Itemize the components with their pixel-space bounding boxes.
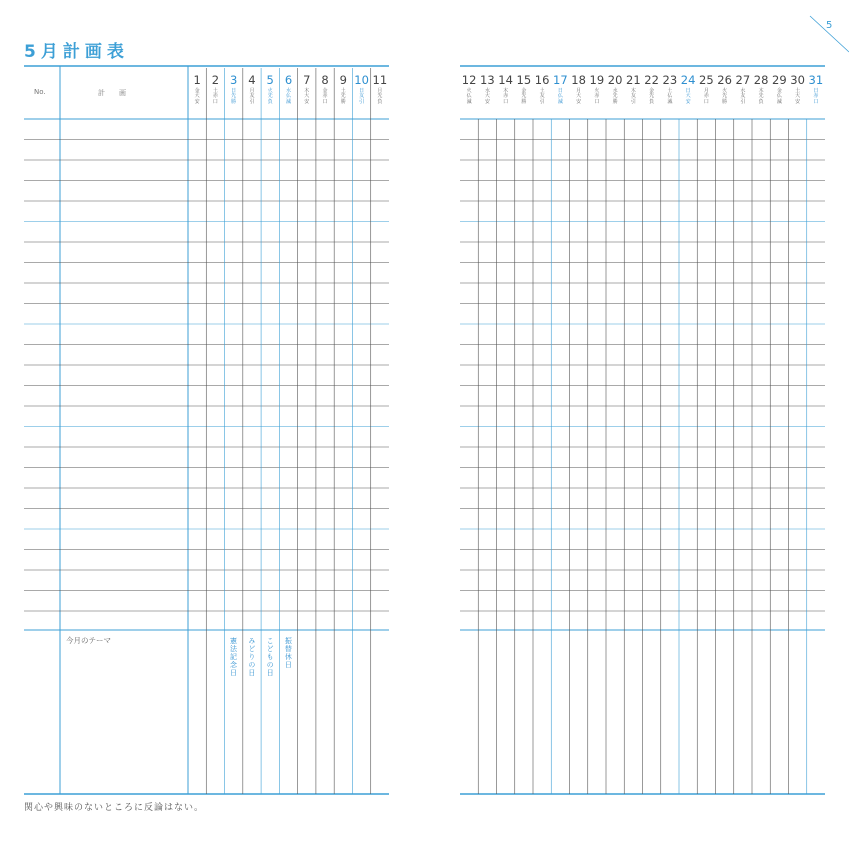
day-rokuyo: 安: [194, 98, 200, 105]
day-sub-label: [316, 89, 334, 105]
day-rokuyo: 仏: [285, 93, 291, 100]
day-rokuyo: 先: [758, 93, 764, 100]
day-number: 11: [372, 73, 388, 87]
holiday-label: 憲法記念日: [229, 637, 238, 677]
day-rokuyo: 仏: [466, 93, 472, 100]
corner-fold-line: [810, 16, 849, 52]
day-weekday: 金: [194, 88, 200, 94]
day-rokuyo: 勝: [521, 98, 527, 105]
day-number: 9: [339, 73, 347, 87]
day-rokuyo: 先: [231, 93, 237, 100]
day-rokuyo: 引: [249, 98, 255, 105]
day-rokuyo: 仏: [776, 93, 782, 100]
day-weekday: 金: [649, 88, 655, 94]
day-number: 23: [662, 73, 678, 87]
day-rokuyo: 安: [304, 98, 310, 105]
day-number: 15: [516, 73, 532, 87]
day-sub-label: [334, 89, 352, 105]
day-rokuyo: 負: [649, 98, 655, 105]
day-rokuyo: 先: [377, 93, 383, 100]
day-weekday: 土: [340, 88, 346, 94]
day-weekday: 火: [594, 88, 600, 94]
day-sub-label: [261, 89, 279, 105]
holiday-label: こどもの日: [266, 637, 275, 677]
day-sub-label: [243, 89, 261, 105]
day-number: 12: [461, 73, 477, 87]
day-number: 7: [303, 73, 311, 87]
day-rokuyo: 仏: [667, 93, 673, 100]
day-rokuyo: 勝: [722, 98, 728, 105]
day-sub-label: [661, 89, 679, 105]
day-weekday: 木: [630, 88, 636, 94]
day-number: 18: [571, 73, 586, 87]
day-number: 27: [735, 73, 751, 87]
day-rokuyo: 大: [484, 93, 490, 100]
day-rokuyo: 大: [795, 93, 801, 100]
day-number: 31: [808, 73, 824, 87]
day-sub-label: [497, 89, 515, 105]
day-sub-label: [770, 89, 788, 105]
day-sub-label: [206, 89, 224, 105]
day-rokuyo: 友: [630, 93, 636, 100]
footer-quote: 関心や興味のないところに反論はない。: [24, 803, 205, 813]
day-weekday: 日: [813, 88, 819, 94]
day-sub-label: [679, 89, 697, 105]
day-weekday: 木: [503, 88, 509, 94]
day-rokuyo: 友: [740, 93, 746, 100]
day-rokuyo: 大: [194, 93, 200, 100]
day-weekday: 月: [576, 88, 582, 94]
day-weekday: 土: [667, 88, 673, 94]
day-weekday: 火: [722, 88, 728, 94]
day-rokuyo: 口: [503, 98, 509, 105]
day-rokuyo: 勝: [340, 98, 346, 105]
day-number: 4: [248, 73, 256, 87]
day-rokuyo: 先: [612, 93, 618, 100]
day-weekday: 水: [285, 88, 291, 94]
day-rokuyo: 大: [304, 93, 310, 100]
day-weekday: 土: [212, 88, 218, 94]
day-weekday: 木: [304, 88, 310, 94]
day-sub-label: [624, 89, 642, 105]
day-rokuyo: 負: [267, 98, 273, 105]
day-weekday: 日: [557, 88, 563, 94]
day-weekday: 月: [703, 88, 709, 94]
day-rokuyo: 友: [359, 93, 365, 100]
column-header-no: No.: [34, 88, 46, 96]
day-number: 26: [717, 73, 732, 87]
day-weekday: 火: [267, 88, 273, 94]
page-number: 5: [826, 20, 833, 31]
day-number: 2: [211, 73, 220, 87]
page-title: 5月計画表: [24, 42, 129, 62]
day-weekday: 火: [466, 88, 472, 94]
day-weekday: 日: [359, 88, 365, 94]
day-rokuyo: 滅: [557, 98, 563, 105]
day-sub-label: [533, 89, 551, 105]
day-rokuyo: 赤: [594, 93, 600, 100]
day-rokuyo: 友: [249, 93, 255, 100]
day-number: 13: [480, 73, 495, 87]
day-weekday: 金: [521, 88, 527, 94]
day-weekday: 月: [249, 88, 255, 94]
day-number: 22: [644, 73, 659, 87]
day-weekday: 水: [484, 88, 490, 94]
day-rokuyo: 滅: [466, 98, 472, 105]
day-rokuyo: 赤: [322, 93, 328, 100]
day-number: 1: [193, 73, 201, 87]
day-rokuyo: 赤: [503, 93, 509, 100]
day-rokuyo: 赤: [703, 93, 709, 100]
day-weekday: 日: [685, 88, 691, 94]
holiday-label: みどりの日: [247, 637, 256, 677]
day-rokuyo: 先: [521, 93, 527, 100]
day-rokuyo: 口: [703, 98, 709, 105]
day-rokuyo: 安: [685, 98, 691, 105]
day-number: 14: [498, 73, 513, 87]
day-weekday: 水: [612, 88, 618, 94]
day-number: 17: [553, 73, 568, 87]
day-weekday: 金: [776, 88, 782, 94]
day-rokuyo: 安: [484, 98, 490, 105]
day-sub-label: [298, 89, 316, 105]
day-rokuyo: 口: [322, 98, 328, 105]
day-number: 3: [230, 73, 238, 87]
day-rokuyo: 安: [576, 98, 582, 105]
day-rokuyo: 口: [594, 98, 600, 105]
day-number: 30: [790, 73, 805, 87]
monthly-theme-label: 今月のテーマ: [66, 636, 111, 645]
day-rokuyo: 負: [377, 98, 383, 105]
day-sub-label: [188, 89, 206, 105]
day-rokuyo: 友: [539, 93, 545, 100]
day-rokuyo: 勝: [612, 98, 618, 105]
day-rokuyo: 大: [576, 93, 582, 100]
column-header-plan: 計 画: [98, 89, 126, 97]
day-sub-label: [789, 89, 807, 105]
day-weekday: 日: [231, 88, 237, 94]
day-rokuyo: 滅: [776, 98, 782, 105]
day-number: 10: [354, 73, 369, 87]
day-sub-label: [515, 89, 533, 105]
day-number: 8: [321, 73, 329, 87]
day-number: 20: [607, 73, 623, 87]
day-rokuyo: 先: [649, 93, 655, 100]
day-sub-label: [460, 89, 478, 105]
day-rokuyo: 赤: [212, 93, 218, 100]
day-number: 6: [284, 73, 293, 87]
day-rokuyo: 滅: [285, 98, 291, 105]
day-rokuyo: 引: [539, 98, 545, 105]
day-sub-label: [752, 89, 770, 105]
day-weekday: 土: [795, 88, 801, 94]
day-weekday: 水: [740, 88, 746, 94]
day-rokuyo: 先: [340, 93, 346, 100]
day-weekday: 月: [377, 88, 383, 94]
day-sub-label: [352, 89, 370, 105]
day-rokuyo: 先: [722, 93, 728, 100]
day-number: 5: [266, 73, 274, 87]
day-sub-label: [551, 89, 569, 105]
day-rokuyo: 引: [359, 98, 365, 105]
holiday-label: 振替休日: [284, 637, 293, 669]
day-number: 24: [680, 73, 696, 87]
day-sub-label: [371, 89, 389, 105]
day-sub-label: [606, 89, 624, 105]
day-sub-label: [478, 89, 496, 105]
day-rokuyo: 引: [630, 98, 636, 105]
day-sub-label: [225, 89, 243, 105]
day-sub-label: [734, 89, 752, 105]
day-weekday: 土: [539, 88, 545, 94]
day-rokuyo: 先: [267, 93, 273, 100]
day-weekday: 金: [322, 88, 328, 94]
day-number: 19: [589, 73, 605, 87]
day-sub-label: [570, 89, 588, 105]
day-rokuyo: 大: [685, 93, 691, 100]
day-sub-label: [588, 89, 606, 105]
day-rokuyo: 勝: [231, 98, 237, 105]
day-sub-label: [697, 89, 715, 105]
day-rokuyo: 赤: [813, 93, 819, 100]
day-number: 29: [772, 73, 787, 87]
day-rokuyo: 引: [740, 98, 746, 105]
day-number: 16: [534, 73, 550, 87]
day-sub-label: [807, 89, 825, 105]
day-rokuyo: 口: [212, 98, 218, 105]
day-sub-label: [643, 89, 661, 105]
day-weekday: 木: [758, 88, 764, 94]
day-sub-label: [716, 89, 734, 105]
day-rokuyo: 負: [758, 98, 764, 105]
day-rokuyo: 滅: [667, 98, 673, 105]
day-number: 21: [626, 73, 641, 87]
day-rokuyo: 安: [795, 98, 801, 105]
day-rokuyo: 仏: [557, 93, 563, 100]
day-rokuyo: 口: [813, 98, 819, 105]
day-number: 28: [753, 73, 769, 87]
day-sub-label: [279, 89, 297, 105]
day-number: 25: [699, 73, 714, 87]
